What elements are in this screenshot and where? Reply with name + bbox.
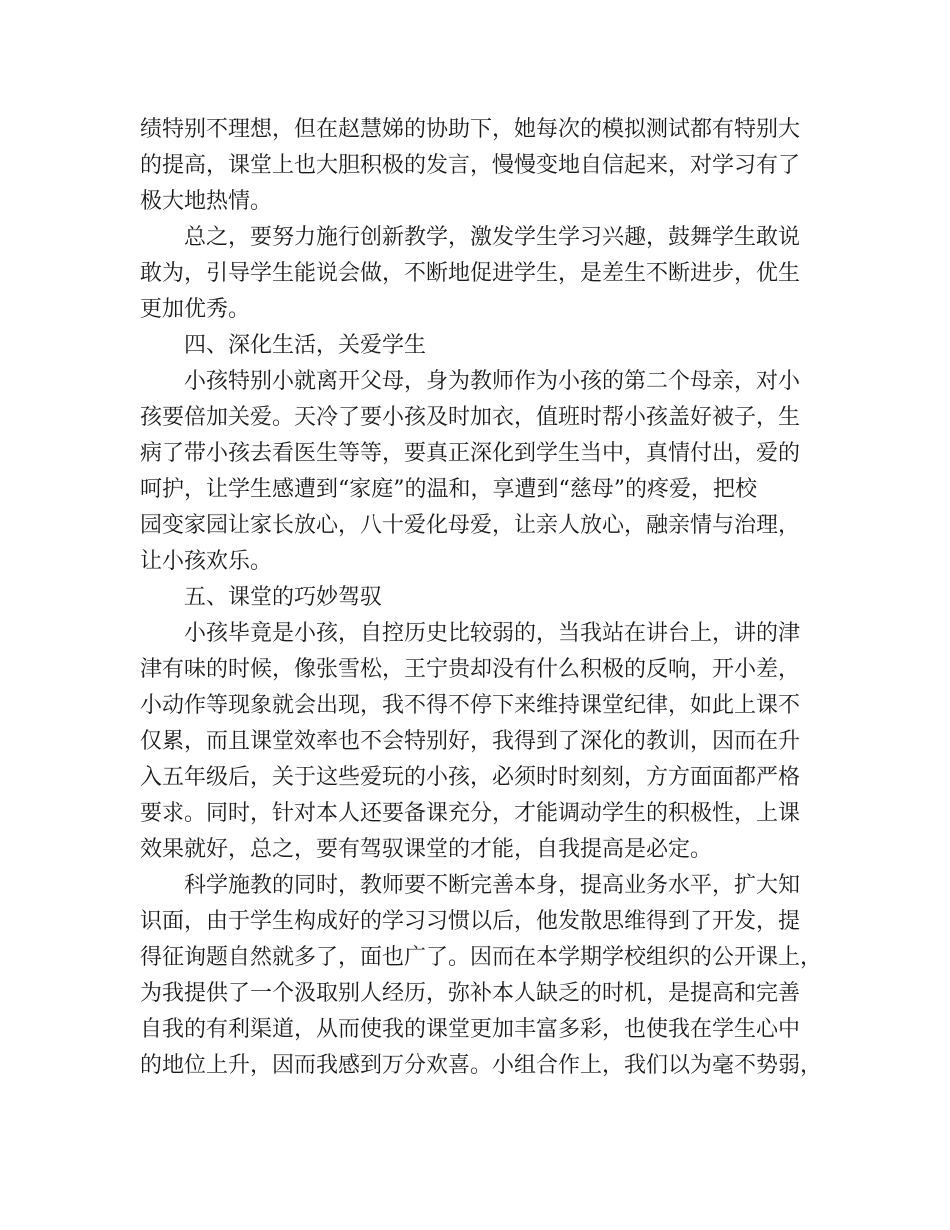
text-line: 仅累，而且课堂效率也不会特别好，我得到了深化的教训，因而在升	[140, 729, 801, 754]
text-line: 敢为，引导学生能说会做，不断地促进学生，是差生不断进步，优生	[140, 261, 801, 286]
text-line: 小动作等现象就会出现，我不得不停下来维持课堂纪律，如此上课不	[140, 693, 801, 718]
text-line: 入五年级后，关于这些爱玩的小孩，必须时时刻刻，方方面面都严格	[140, 765, 801, 790]
text-line: 效果就好，总之，要有驾驭课堂的才能，自我提高是必定。	[140, 837, 713, 862]
text-line: 科学施教的同时，教师要不断完善本身，提高业务水平，扩大知	[184, 873, 801, 898]
text-line: 总之，要努力施行创新教学，激发学生学习兴趣，鼓舞学生敢说	[184, 225, 801, 250]
text-line: 绩特别不理想，但在赵慧娣的协助下，她每次的模拟测试都有特别大	[140, 117, 801, 142]
text-line: 为我提供了一个汲取别人经历，弥补本人缺乏的时机，是提高和完善	[140, 981, 801, 1006]
text-line: 的地位上升，因而我感到万分欢喜。小组合作上，我们以为毫不势弱，	[140, 1053, 823, 1078]
text-line: 自我的有利渠道，从而使我的课堂更加丰富多彩，也使我在学生心中	[140, 1017, 801, 1042]
text-line: 要求。同时，针对本人还要备课充分，才能调动学生的积极性，上课	[140, 801, 801, 826]
text-line: 识面，由于学生构成好的学习习惯以后，他发散思维得到了开发，提	[140, 909, 801, 934]
section-heading: 四、深化生活，关爱学生	[184, 333, 427, 358]
text-line: 让小孩欢乐。	[140, 549, 273, 574]
text-line: 孩要倍加关爱。天冷了要小孩及时加衣，值班时帮小孩盖好被子，生	[140, 405, 801, 430]
text-line: 小孩特别小就离开父母，身为教师作为小孩的第二个母亲，对小	[184, 369, 801, 394]
text-line: 的提高，课堂上也大胆积极的发言，慢慢变地自信起来，对学习有了	[140, 153, 801, 178]
text-line: 得征询题自然就多了，面也广了。因而在本学期学校组织的公开课上，	[140, 945, 823, 970]
text-line: 极大地热情。	[140, 189, 273, 214]
text-line: 津有味的时候，像张雪松，王宁贵却没有什么积极的反响，开小差，	[140, 657, 801, 682]
text-line: 病了带小孩去看医生等等，要真正深化到学生当中，真情付出，爱的	[140, 441, 801, 466]
text-line: 小孩毕竟是小孩，自控历史比较弱的，当我站在讲台上，讲的津	[184, 621, 801, 646]
text-line: 园变家园让家长放心，八十爱化母爱，让亲人放心，融亲情与治理，	[140, 513, 801, 538]
text-line: 更加优秀。	[140, 297, 251, 322]
document-body	[140, 112, 824, 1084]
section-heading: 五、课堂的巧妙驾驭	[184, 585, 383, 610]
text-line: 呵护，让学生感遭到“家庭”的温和，享遭到“慈母”的疼爱，把校	[140, 477, 757, 502]
